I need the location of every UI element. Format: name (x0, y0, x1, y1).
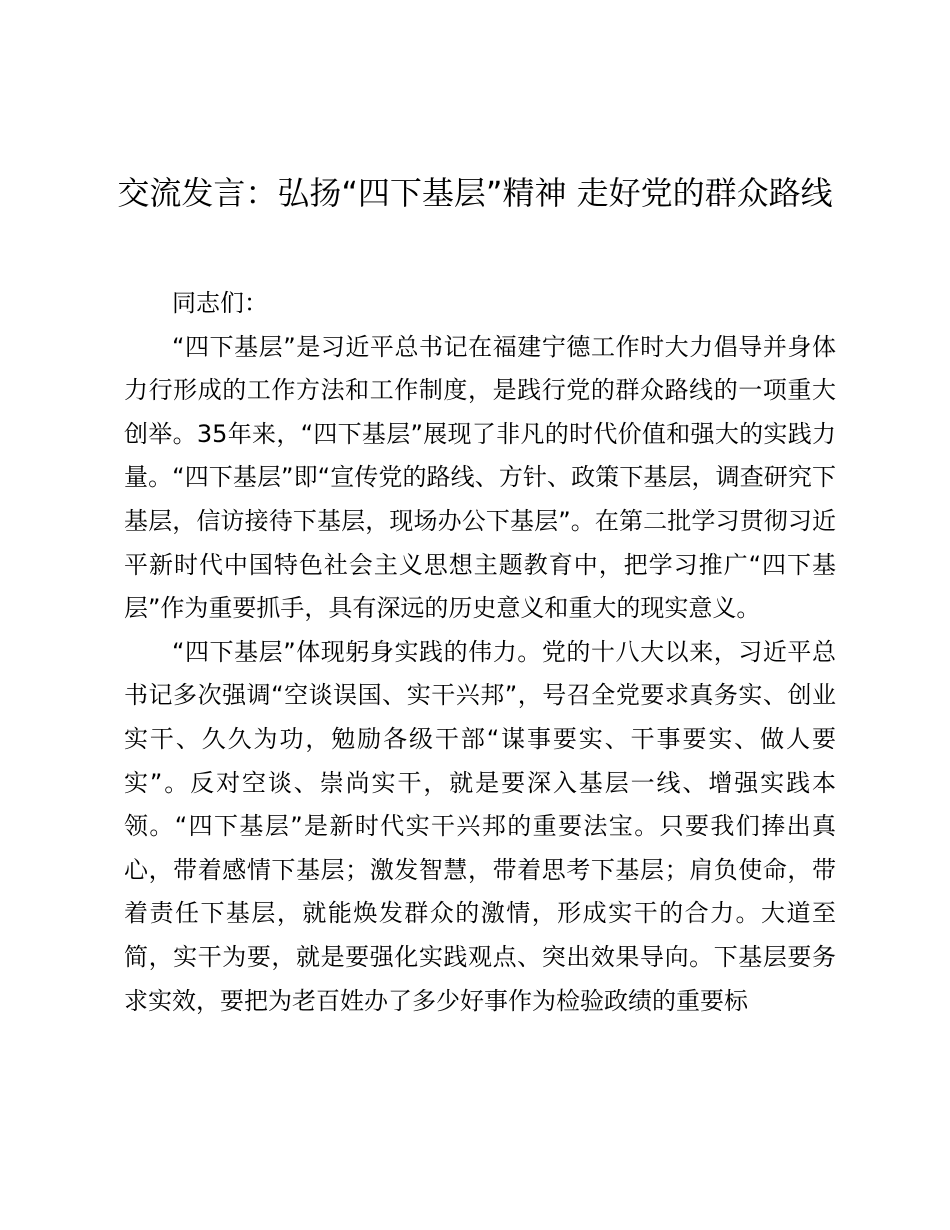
salutation: 同志们： (172, 289, 268, 317)
document-title: 交流发言：弘扬“四下基层”精神 走好党的群众路线 (117, 174, 833, 212)
document-body (124, 282, 836, 1023)
paragraph-1: “四下基层”是习近平总书记在福建宁德工作时大力倡导并身体力行形成的工作方法和工作制度，是践行党的群众路线的一项重大创举。35年来，“四下基层”展现了非凡的时代价值和强大的实践力量。“四下基层”即“宣传党的路线、方针、政策下基层，调查研究下基层，信访接待下基层，现场办公下基层”。在第二批学习贯彻习近平新时代中国特色社会主义思想主题教育中，把学习推广“四下基层”作为重要抓手，具有深远的历史意义和重大的现实意义。 (124, 332, 836, 623)
paragraph-2: “四下基层”体现躬身实践的伟力。党的十八大以来，习近平总书记多次强调“空谈误国、实干兴邦”，号召全党要求真务实、创业实干、久久为功，勉励各级干部“谋事要实、干事要实、做人要实”。反对空谈、崇尚实干，就是要深入基层一线、增强实践本领。“四下基层”是新时代实干兴邦的重要法宝。只要我们捧出真心，带着感情下基层；激发智慧，带着思考下基层；肩负使命，带着责任下基层，就能焕发群众的激情，形成实干的合力。大道至简，实干为要，就是要强化实践观点、突出效果导向。下基层要务求实效，要把为老百姓办了多少好事作为检验政绩的重要标 (124, 637, 836, 1015)
